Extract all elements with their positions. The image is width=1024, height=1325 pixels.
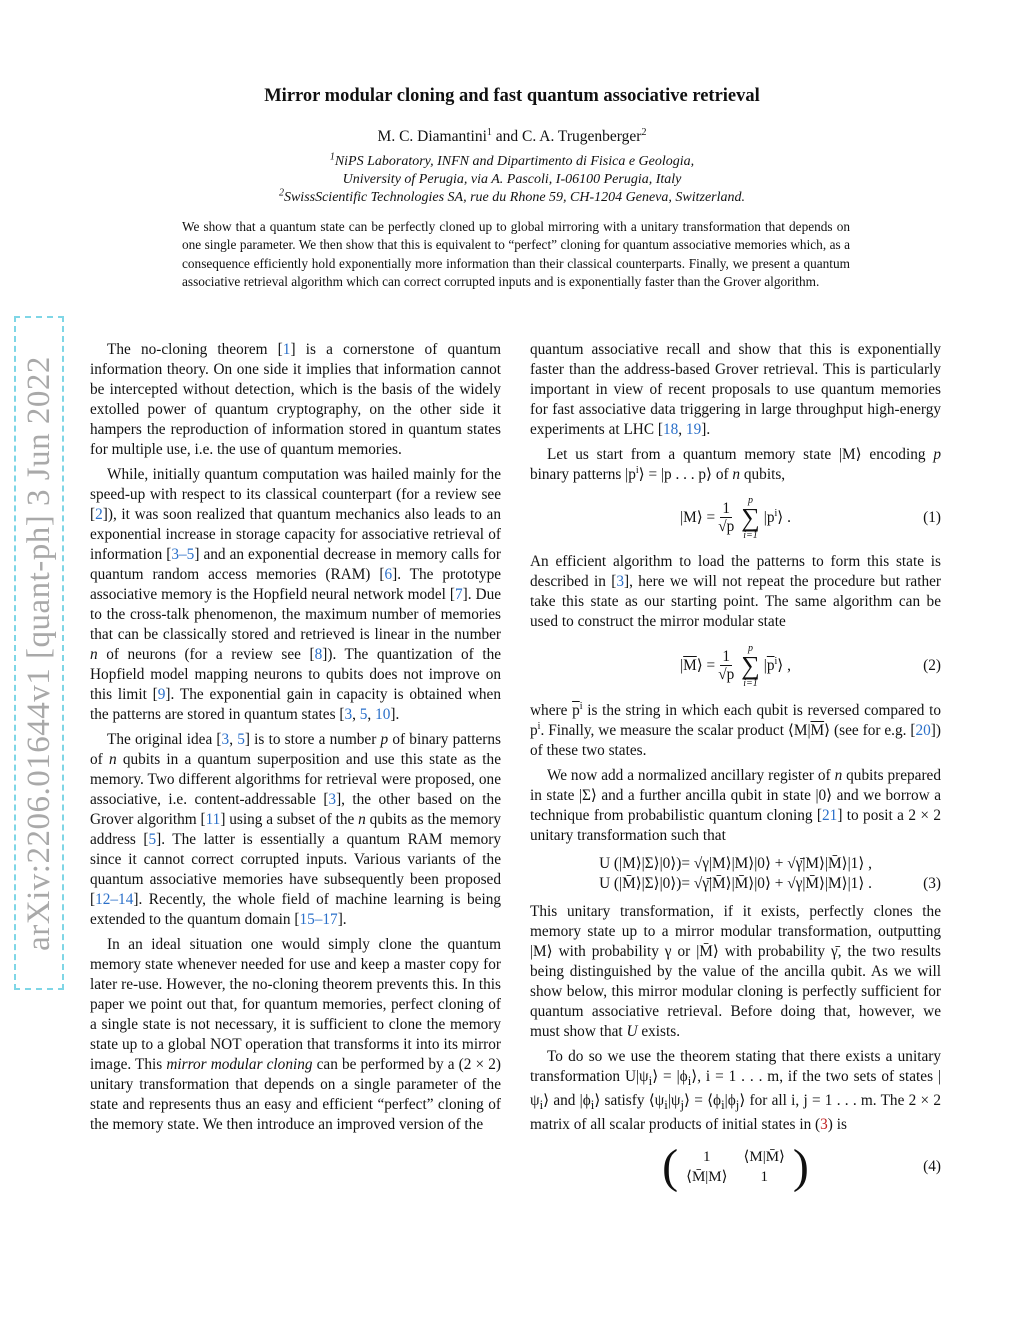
equation-number: (3) bbox=[923, 875, 941, 892]
affil-2-line: SwissScientific Technologies SA, rue du Rhone 59, CH-1204 Geneva, Switzerland. bbox=[283, 190, 746, 205]
equation-number: (2) bbox=[923, 657, 941, 674]
author-1: M. C. Diamantini bbox=[377, 128, 487, 145]
abstract: We show that a quantum state can be perfectly cloned up to global mirroring with a unitary transformation that depends on one single parameter. We then show that this is equivalent to “perfect” cloning for quantum associative memories which, as a consequence efficiently hold exponentially more information than their classical counterparts. Finally, we present a quantum associative retrieval algorithm which can correct corrupted inputs and is exponentially faster than the Grover algorithm. bbox=[182, 219, 850, 289]
citation-link[interactable]: 20 bbox=[915, 722, 931, 739]
citation-link[interactable]: 3 bbox=[344, 706, 353, 723]
paragraph: To do so we use the theorem stating that there exists a unitary transformation $U|\psi_i⟩$ = $|\phi_i⟩$, i = 1 . . . m, if the two sets of states $|\psi_i⟩$ and $|\phi_i⟩$ satisfy $⟨\psi_i|\psi_j⟩$ = $⟨\phi_i|\phi_j⟩$ for all i, j = 1 . . . m. The 2 × 2 matrix of all scalar products of initial states in (3) is bbox=[530, 1048, 942, 1134]
citation-link[interactable]: 5 bbox=[359, 706, 368, 723]
citation-link[interactable]: 8 bbox=[314, 646, 323, 663]
affil-1-line1: NiPS Laboratory, INFN and Dipartimento di Fisica e Geologia, bbox=[334, 154, 695, 169]
author-2-affil: 2 bbox=[641, 126, 647, 138]
equation-4 bbox=[530, 1140, 941, 1194]
paragraph: Let us start from a quantum memory state |M⟩ encoding p binary patterns $|p^i⟩ = |p$ . . . p⟩ of n qubits, bbox=[530, 446, 941, 483]
equation-number: (1) bbox=[923, 509, 941, 526]
citation-link[interactable]: 5 bbox=[237, 731, 245, 748]
citation-link[interactable]: 5 bbox=[148, 831, 157, 848]
equation-3 bbox=[530, 854, 941, 894]
affiliations bbox=[0, 153, 1024, 207]
affil-2-mark: 2 bbox=[278, 187, 284, 199]
citation-link[interactable]: 3 bbox=[616, 573, 624, 590]
affil-1-line2: University of Perugia, via A. Pascoli, I-06100 Perugia, Italy bbox=[342, 172, 682, 187]
citation-link[interactable]: 7 bbox=[454, 586, 463, 603]
author-line bbox=[0, 128, 1024, 146]
citation-link[interactable]: 11 bbox=[205, 811, 221, 828]
paragraph: In an ideal situation one would simply clone the quantum memory state whenever needed for use and keep a master copy for later re-use. However, the no-cloning theorem prevents this. In this paper we point out that, for quantum memories, perfect cloning of a single state is not necessary, it is sufficient to clone the memory state up to a global NOT operation that transforms it into its mirror image. This mirror modular cloning can be performed by a (2 × 2) unitary transformation that depends on a single parameter of the state and represents thus an easy and efficient “perfect” cloning of the memory state. We then introduce an improved version of the bbox=[90, 936, 501, 1133]
citation-link[interactable]: 3–5 bbox=[171, 546, 195, 563]
equation-number: (4) bbox=[923, 1158, 941, 1176]
sum-symbol: p ∑ i=1 bbox=[741, 643, 760, 689]
citation-link[interactable]: 1 bbox=[282, 341, 291, 358]
citation-link[interactable]: 12–14 bbox=[95, 891, 134, 908]
author-and: and bbox=[495, 128, 519, 145]
equation-3-line-1: U (|M⟩|Σ⟩|0⟩)= √γ|M⟩|M⟩|0⟩ + √γ̄|M⟩|M̄⟩|1⟩ , bbox=[599, 855, 872, 872]
author-2: C. A. Trugenberger bbox=[522, 128, 642, 145]
citation-link[interactable]: 6 bbox=[384, 566, 393, 583]
paragraph: The original idea [3, 5] is to store a number p of binary patterns of n qubits in a quantum superposition and use this state as the memory. Two different algorithms for retrieval were proposed, one associative, i.e. content-addressable [3], the other based on the Grover algorithm [11] using a subset of the n qubits as the memory address [5]. The latter is essentially a quantum RAM memory since it cannot correct corrupted inputs. Various variants of the quantum associative memories have subsequently been proposed [12–14]. Recently, the whole field of machine learning is being extended to the quantum domain [15–17]. bbox=[90, 731, 502, 928]
author-1-affil: 1 bbox=[486, 126, 492, 138]
equation-1: |M⟩ = $\frac{1}{√p}$ p ∑ i=1 $|p^i⟩$ . (1) bbox=[680, 495, 941, 541]
equation-3-line-2: U (|M̄⟩|Σ⟩|0⟩)= √γ̄|M̄⟩|M̄⟩|0⟩ + √γ|M̄⟩|M⟩|1⟩ . bbox=[599, 875, 872, 892]
citation-link[interactable]: 2 bbox=[95, 506, 103, 523]
paragraph: quantum associative recall and show that this is exponentially faster than the address-based Grover retrieval. This is particularly important in view of recent proposals to use quantum memories for fast associative data triggering in large throughput high-energy experiments at LHC [18, 19]. bbox=[530, 341, 941, 438]
citation-link[interactable]: 15–17 bbox=[299, 911, 338, 928]
arxiv-side-stamp bbox=[14, 316, 64, 990]
citation-link[interactable]: 10 bbox=[375, 706, 391, 723]
left-column bbox=[90, 340, 501, 1140]
paragraph: We now add a normalized ancillary register of n qubits prepared in state |Σ⟩ and a further ancilla qubit in state |0⟩ and we borrow a technique from probabilistic quantum cloning [21] to posit a 2 × 2 unitary transformation such that bbox=[530, 767, 942, 844]
paragraph: where $\overline{p}^i$ is the string in which each qubit is reversed compared to $p^i$. Finally, we measure the scalar product $⟨M|\overline{M}⟩$ (see for e.g. [20]) of these two states. bbox=[530, 700, 941, 759]
arxiv-identifier: arXiv:2206.01644v1 [quant-ph] 3 Jun 2022 bbox=[20, 355, 57, 951]
paper-title: Mirror modular cloning and fast quantum associative retrieval bbox=[264, 86, 760, 106]
affil-1-mark: 1 bbox=[329, 151, 335, 163]
citation-link[interactable]: 21 bbox=[822, 807, 838, 824]
paragraph: An efficient algorithm to load the patterns to form this state is described in [3], here we will not repeat the procedure but rather take this state as our starting point. The same algorithm can be used to construct the mirror modular state bbox=[530, 553, 941, 630]
paragraph: While, initially quantum computation was hailed mainly for the speed-up with respect to its classical counterpart (for a review see [2]), it was soon realized that quantum mechanics also leads to an exponential increase in storage capacity for associative retrieval of information [3–5] and an exponential decrease in memory calls for quantum random access memories (RAM) [6]. The prototype associative memory is the Hopfield neural network model [7]. Due to the cross-talk phenomenon, the maximum number of memories that can be classically stored and retrieved is linear in the number n of neurons (for a review see [8]). The quantization of the Hopfield model mapping neurons to qubits does not improve on this limit [9]. The exponential gain in capacity is obtained when the patterns are stored in quantum states [3, 5, 10]. bbox=[90, 466, 502, 723]
citation-link[interactable]: 3 bbox=[221, 731, 230, 748]
equation-reference-link[interactable]: 3 bbox=[820, 1116, 828, 1134]
citation-link[interactable]: 9 bbox=[157, 686, 166, 703]
paragraph: The no-cloning theorem [1] is a cornerstone of quantum information theory. On one side it implies that information cannot be intercepted without detection, which is the basis of the widely extolled power of quantum cryptography, on the other side it hampers the reproduction of information stored in quantum states for multiple use, i.e. the use of quantum memories. bbox=[90, 341, 501, 458]
paragraph: This unitary transformation, if it exists, perfectly clones the memory state up to a mirror modular transformation, outputting |M⟩ with probability γ or |M̄⟩ with probability γ̄, the two results being distinguished by the value of the ancilla qubit. As we will show below, this mirror modular cloning is perfectly sufficient for quantum associative retrieval. Before doing that, however, we must show that U exists. bbox=[530, 903, 941, 1040]
right-column bbox=[530, 340, 941, 1200]
citation-link[interactable]: 3 bbox=[328, 791, 337, 808]
citation-link[interactable]: 18 bbox=[662, 421, 679, 438]
sum-symbol: p ∑ i=1 bbox=[741, 495, 760, 541]
scalar-product-matrix: ( 1 ⟨M|M̄⟩ ⟨M̄|M⟩ 1 ) bbox=[662, 1140, 809, 1194]
equation-2: $|\overline{M}⟩$ = $\frac{1}{√p}$ p ∑ i=1 $|\overline{p}^i⟩$ , (2) bbox=[680, 643, 941, 689]
citation-link[interactable]: 19 bbox=[685, 421, 702, 438]
